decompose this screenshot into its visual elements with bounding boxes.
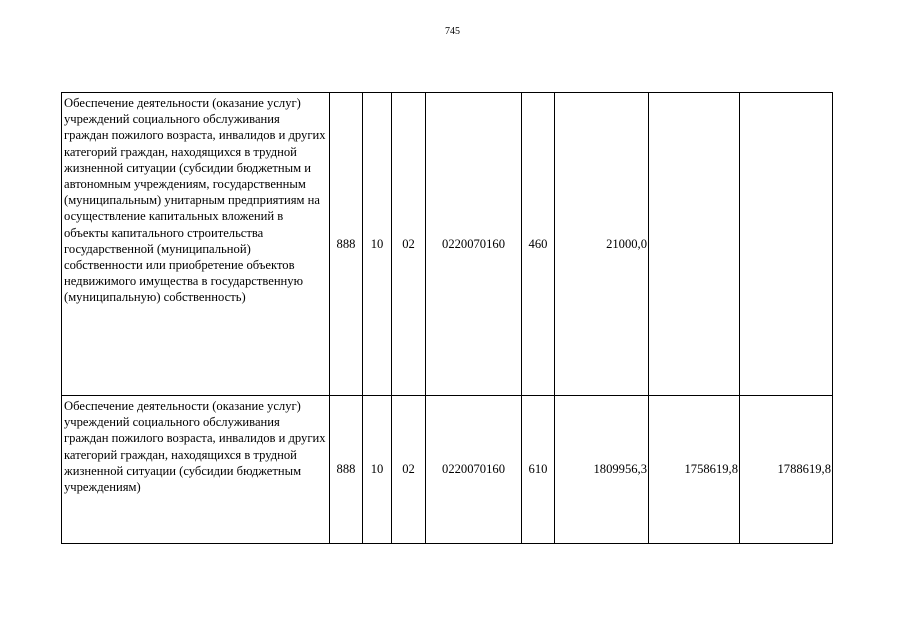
expense-type-cell: 460 (522, 93, 555, 396)
ministry-code-cell: 888 (330, 93, 363, 396)
subsection-code-cell: 02 (392, 396, 426, 544)
subsection-code-cell: 02 (392, 93, 426, 396)
amount-3-cell: 1788619,8 (740, 396, 833, 544)
table-row (62, 396, 833, 544)
page-number: 745 (445, 26, 460, 37)
section-code-cell: 10 (363, 93, 392, 396)
target-article-cell: 0220070160 (426, 396, 522, 544)
amount-2-cell (649, 93, 740, 396)
section-code-cell: 10 (363, 396, 392, 544)
ministry-code-cell: 888 (330, 396, 363, 544)
amount-1-cell: 1809956,3 (555, 396, 649, 544)
target-article-cell: 0220070160 (426, 93, 522, 396)
amount-3-cell (740, 93, 833, 396)
amount-2-cell: 1758619,8 (649, 396, 740, 544)
budget-table (61, 92, 833, 544)
table-row (62, 93, 833, 396)
description-cell: Обеспечение деятельности (оказание услуг) учреждений социального обслуживания граждан пожилого возраста, инвалидов и других категорий граждан, находящихся в трудной жизненной ситуации (субсидии бюджетным учреждениям) (62, 396, 330, 544)
expense-type-cell: 610 (522, 396, 555, 544)
amount-1-cell: 21000,0 (555, 93, 649, 396)
description-cell: Обеспечение деятельности (оказание услуг) учреждений социального обслуживания граждан пожилого возраста, инвалидов и других категорий граждан, находящихся в трудной жизненной ситуации (субсидии бюджетным и автономным учреждениям, государственным (муниципальным) унитарным предприятиям на осуществление капитальных вложений в объекты капитального строительства государственной (муниципальной) собственности или приобретение объектов недвижимого имущества в государственную (муниципальную) собственность) (62, 93, 330, 396)
